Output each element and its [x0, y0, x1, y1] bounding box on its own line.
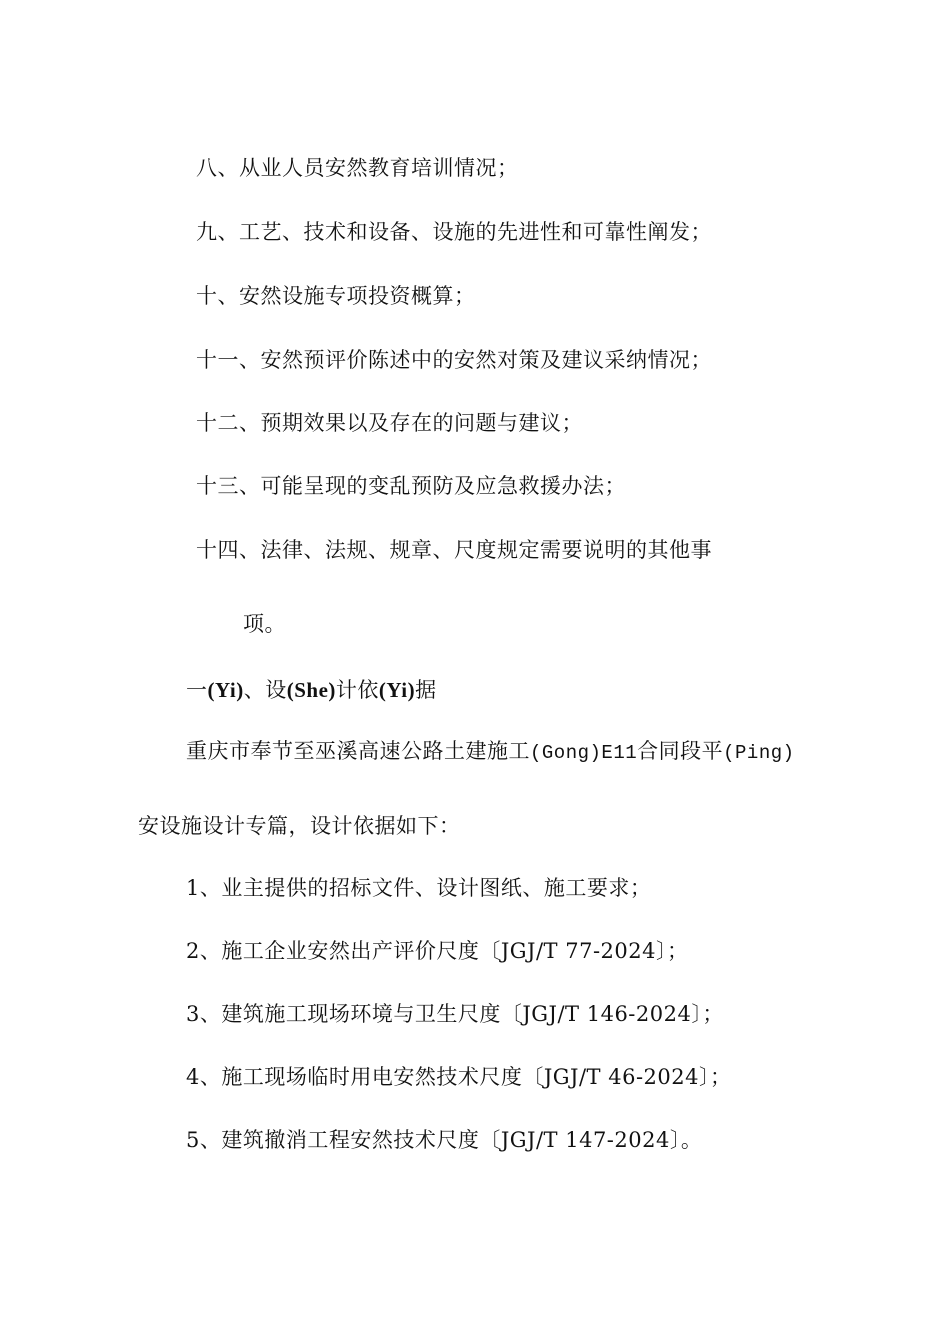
item-12: 十二、预期效果以及存在的问题与建议； — [196, 411, 583, 435]
intro-text: (Gong)E11 — [530, 742, 638, 764]
item-11: 十一、安然预评价陈述中的安然对策及建议采纳情况； — [196, 348, 712, 372]
basis-item: 1、业主提供的招标文件、设计图纸、施工要求； — [186, 876, 652, 900]
item-14-line2: 项。 — [243, 612, 286, 636]
item-9: 九、工艺、技术和设备、设施的先进性和可靠性阐发； — [196, 220, 712, 244]
item-10: 十、安然设施专项投资概算； — [196, 284, 476, 308]
basis-item: 3、建筑施工现场环境与卫生尺度〔JGJ/T 146-2024〕； — [186, 1002, 724, 1026]
basis-item: 2、施工企业安然出产评价尺度〔JGJ/T 77-2024〕； — [186, 939, 689, 963]
item-8: 八、从业人员安然教育培训情况； — [196, 156, 519, 180]
heading-part: (Yi) — [207, 678, 244, 702]
heading-part: (Yi) — [378, 678, 416, 702]
basis-item: 4、施工现场临时用电安然技术尺度〔JGJ/T 46-2024〕； — [186, 1065, 732, 1089]
intro-text: 合同段平 — [637, 739, 724, 763]
heading-part: (She) — [286, 678, 336, 702]
heading-part: 据 — [415, 678, 437, 702]
intro-text: 重庆市奉节至巫溪高速公路土建施工 — [186, 739, 530, 763]
intro-line-1 — [186, 737, 795, 767]
heading-part: 计依 — [335, 678, 379, 702]
basis-item: 5、建筑撤消工程安然技术尺度〔JGJ/T 147-2024〕。 — [186, 1128, 703, 1152]
item-13: 十三、可能呈现的变乱预防及应急救援办法； — [196, 474, 626, 498]
heading-part: 一 — [186, 678, 208, 702]
heading-part: 、设 — [243, 678, 287, 702]
section-heading — [186, 676, 437, 704]
intro-text: (Ping) — [723, 742, 795, 764]
item-14-line1: 十四、法律、法规、规章、尺度规定需要说明的其他事 — [196, 538, 712, 562]
intro-line-2: 安设施设计专篇，设计依据如下： — [138, 814, 461, 838]
